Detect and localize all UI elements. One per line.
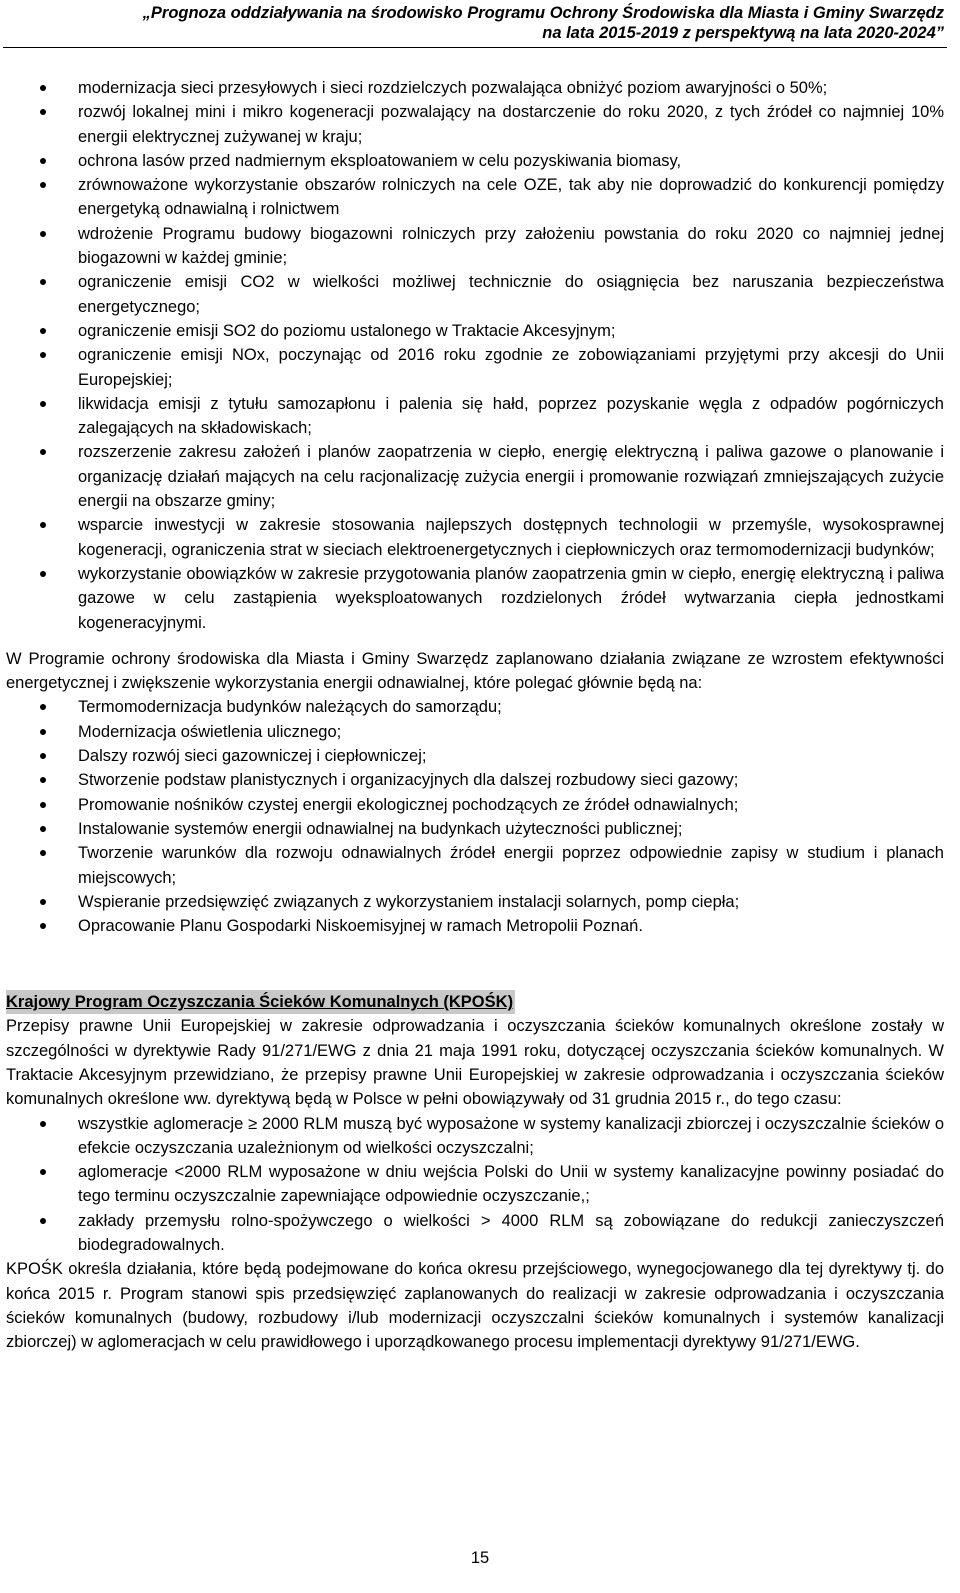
list-item: wykorzystanie obowiązków w zakresie przygotowania planów zaopatrzenia gmin w ciepło, energię elektryczną i paliwa gazowe w celu zastąpienia wyeksploatowanych rozdzielonych źródeł wytwarzania ciepła jednostkami kogeneracyjnymi. — [6, 562, 944, 635]
document-body — [6, 76, 944, 1355]
list-item: zrównoważone wykorzystanie obszarów rolniczych na cele OZE, tak aby nie doprowadzić do konkurencji pomiędzy energetyką odnawialną i rolnictwem — [6, 173, 944, 222]
list-item: ograniczenie emisji SO2 do poziomu ustalonego w Traktacie Akcesyjnym; — [6, 319, 944, 343]
section-heading: Krajowy Program Oczyszczania Ścieków Komunalnych (KPOŚK) — [6, 990, 515, 1014]
list-item: Modernizacja oświetlenia ulicznego; — [6, 720, 944, 744]
list-item: Termomodernizacja budynków należących do samorządu; — [6, 695, 944, 719]
list-item: Tworzenie warunków dla rozwoju odnawialnych źródeł energii poprzez odpowiednie zapisy w studium i planach miejscowych; — [6, 841, 944, 890]
list-item: likwidacja emisji z tytułu samozapłonu i palenia się hałd, poprzez pozyskanie węgla z odpadów pogórniczych zalegających na składowiskach; — [6, 392, 944, 441]
list-item: ochrona lasów przed nadmiernym eksploatowaniem w celu pozyskiwania biomasy, — [6, 149, 944, 173]
program-intro-paragraph: W Programie ochrony środowiska dla Miasta i Gminy Swarzędz zaplanowano działania związane ze wzrostem efektywności energetycznej i zwiększenie wykorzystania energii odnawialnej, które polegać głównie będą na: — [6, 649, 944, 693]
spacer — [6, 635, 944, 647]
kposk-paragraph-2: KPOŚK określa działania, które będą podejmowane do końca okresu przejściowego, wynegocjowanego dla tej dyrektywy tj. do końca 2015 r. Program stanowi spis przedsięwzięć zaplanowanych do realizacji w zakresie odprowadzania i oczyszczania ścieków komunalnych (budowy, rozbudowy i/lub modernizacji oczyszczalni ścieków komunalnych i systemów kanalizacji zbiorczej) w aglomeracjach w celu prawidłowego i uporządkowanego procesu implementacji dyrektywy 91/271/EWG. — [6, 1260, 944, 1352]
page-number: 15 — [470, 1549, 490, 1567]
list-item: Dalszy rozwój sieci gazowniczej i ciepłowniczej; — [6, 744, 944, 768]
list-item: ograniczenie emisji NOx, poczynając od 2016 roku zgodnie ze zobowiązaniami przyjętymi przy akcesji do Unii Europejskiej; — [6, 343, 944, 392]
list-item: rozwój lokalnej mini i mikro kogeneracji pozwalający na dostarczenie do roku 2020, z tych źródeł co najmniej 10% energii elektrycznej zużywanej w kraju; — [6, 100, 944, 149]
spacer — [6, 938, 944, 990]
header-title-line-1: „Prognoza oddziaływania na środowisko Programu Ochrony Środowiska dla Miasta i Gminy Swarzędz — [142, 4, 944, 22]
list-item: zakłady przemysłu rolno-spożywczego o wielkości > 4000 RLM są zobowiązane do redukcji zanieczyszczeń biodegradowalnych. — [6, 1209, 944, 1258]
list-item: Promowanie nośników czystej energii ekologicznej pochodzących ze źródeł odnawialnych; — [6, 793, 944, 817]
list-item: wdrożenie Programu budowy biogazowni rolniczych przy założeniu powstania do roku 2020 co najmniej jednej biogazowni w każdej gminie; — [6, 222, 944, 271]
list-item: modernizacja sieci przesyłowych i sieci rozdzielczych pozwalająca obniżyć poziom awaryjności o 50%; — [6, 76, 944, 100]
program-actions-list — [6, 695, 944, 938]
list-item: Opracowanie Planu Gospodarki Niskoemisyjnej w ramach Metropolii Poznań. — [6, 914, 944, 938]
list-item: rozszerzenie zakresu założeń i planów zaopatrzenia w ciepło, energię elektryczną i paliwa gazowe o planowanie i organizację działań mających na celu racjonalizację zużycia energii i promowanie rozwiązań zmniejszających zużycie energii na obszarze gminy; — [6, 440, 944, 513]
list-item: Stworzenie podstaw planistycznych i organizacyjnych dla dalszej rozbudowy sieci gazowy; — [6, 768, 944, 792]
energy-goals-list — [6, 76, 944, 635]
list-item: Wspieranie przedsięwzięć związanych z wykorzystaniem instalacji solarnych, pomp ciepła; — [6, 890, 944, 914]
kposk-paragraph-1: Przepisy prawne Unii Europejskiej w zakresie odprowadzania i oczyszczania ścieków komunalnych określone zostały w szczególności w dyrektywie Rady 91/271/EWG z dnia 21 maja 1991 roku, dotyczącej oczyszczania ścieków komunalnych. W Traktacie Akcesyjnym przewidziano, że przepisy prawne Unii Europejskiej w zakresie odprowadzania i oczyszczania ścieków komunalnych określone ww. dyrektywą będą w Polsce w pełni obowiązywały od 31 grudnia 2015 r., do tego czasu: — [6, 1017, 944, 1109]
list-item: wsparcie inwestycji w zakresie stosowania najlepszych dostępnych technologii w przemyśle, wysokosprawnej kogeneracji, ograniczenia strat w sieciach elektroenergetycznych i ciepłowniczych oraz termomodernizacji budynków; — [6, 513, 944, 562]
header-title-line-2: na lata 2015-2019 z perspektywą na lata 2020-2024” — [542, 24, 944, 42]
list-item: aglomeracje <2000 RLM wyposażone w dniu wejścia Polski do Unii w systemy kanalizacyjne powinny posiadać do tego terminu oczyszczalnie zapewniające odpowiednie oczyszczanie,; — [6, 1160, 944, 1209]
deadline-requirements-list — [6, 1112, 944, 1258]
list-item: Instalowanie systemów energii odnawialnej na budynkach użyteczności publicznej; — [6, 817, 944, 841]
page-header — [0, 3, 944, 43]
header-divider — [3, 47, 947, 48]
list-item: ograniczenie emisji CO2 w wielkości możliwej technicznie do osiągnięcia bez naruszania bezpieczeństwa energetycznego; — [6, 270, 944, 319]
list-item: wszystkie aglomeracje ≥ 2000 RLM muszą być wyposażone w systemy kanalizacji zbiorczej i oczyszczalnie ścieków o efekcie oczyszczania uzależnionym od wielkości oczyszczalni; — [6, 1112, 944, 1161]
